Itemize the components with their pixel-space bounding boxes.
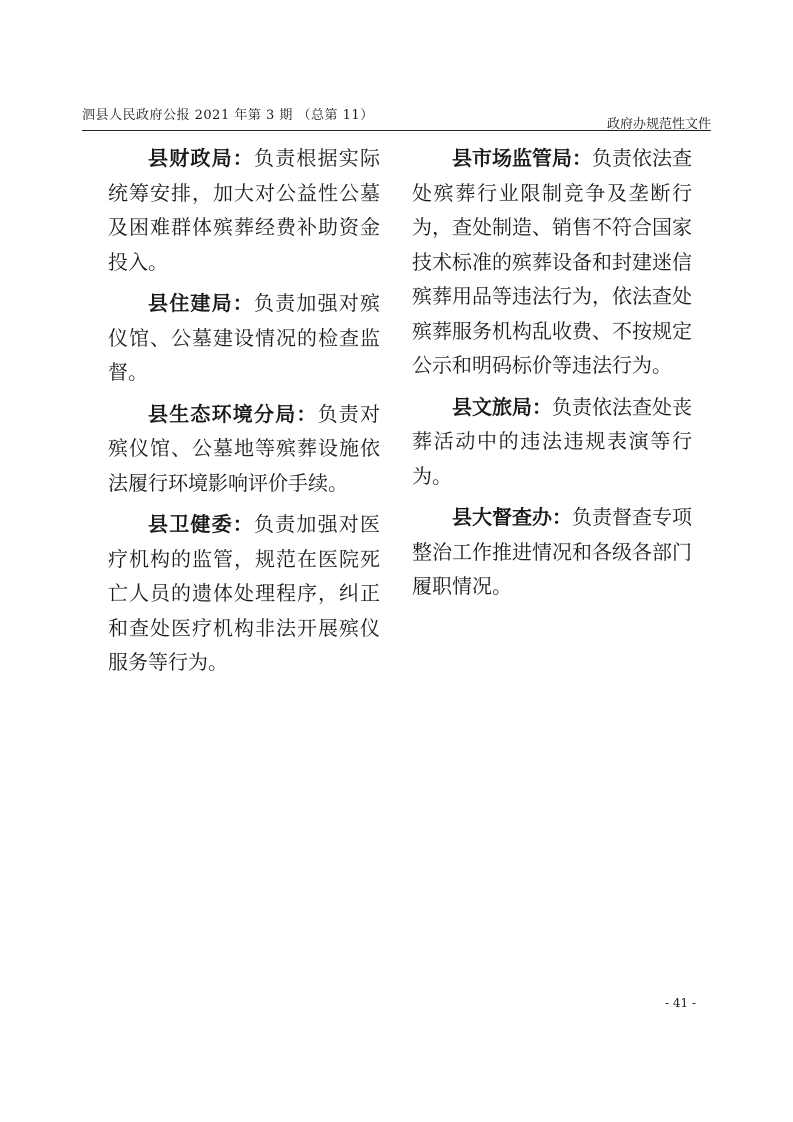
- dept-duty: 负责加强对殡仪馆、公墓建设情况的检查监督。: [108, 291, 380, 384]
- paragraph-supervision-office: [412, 500, 692, 604]
- publication-header: 泗县人民政府公报 2021 年第 3 期 （总第 11）: [82, 108, 374, 123]
- dept-duty: 负责根据实际统筹安排，加大对公益性公墓及困难群体殡葬经费补助资金投入。: [108, 146, 380, 274]
- paragraph-market-regulation: [412, 141, 692, 383]
- paragraph-health-commission: [108, 507, 380, 680]
- dept-name: 县生态环境分局：: [148, 401, 318, 426]
- dept-duty: 负责依法查处殡葬行业限制竞争及垄断行为，查处制造、销售不符合国家技术标准的殡葬设备和封建迷信殡葬用品等违法行为，依法查处殡葬服务机构乱收费、不按规定公示和明码标价等违法行为。: [412, 146, 692, 377]
- dept-name: 县大督查办：: [452, 505, 572, 529]
- document-category: 政府办规范性文件: [606, 117, 711, 132]
- header-divider: [82, 130, 711, 131]
- dept-duty: 负责对殡仪馆、公墓地等殡葬设施依法履行环境影响评价手续。: [108, 401, 381, 495]
- dept-name: 县住建局：: [148, 291, 254, 315]
- dept-name: 县卫健委：: [148, 512, 254, 536]
- paragraph-finance-bureau: [108, 141, 380, 279]
- paragraph-ecology-bureau: [108, 397, 380, 501]
- paragraph-housing-bureau: [108, 286, 380, 390]
- left-column: [108, 141, 380, 687]
- dept-duty: 负责督查专项整治工作推进情况和各级各部门履职情况。: [412, 505, 692, 598]
- page-number-label: - 41 -: [664, 996, 696, 1010]
- dept-duty: 负责加强对医疗机构的监管，规范在医院死亡人员的遗体处理程序，纠正和查处医疗机构非法开展殡仪服务等行为。: [108, 512, 380, 674]
- dept-name: 县文旅局：: [452, 394, 552, 419]
- page-number: [0, 996, 793, 1010]
- paragraph-culture-tourism: [412, 390, 692, 494]
- dept-name: 县市场监管局：: [452, 146, 592, 170]
- dept-name: 县财政局：: [148, 146, 254, 170]
- right-column: [412, 141, 692, 611]
- dept-duty: 负责依法查处丧葬活动中的违法违规表演等行为。: [412, 394, 692, 488]
